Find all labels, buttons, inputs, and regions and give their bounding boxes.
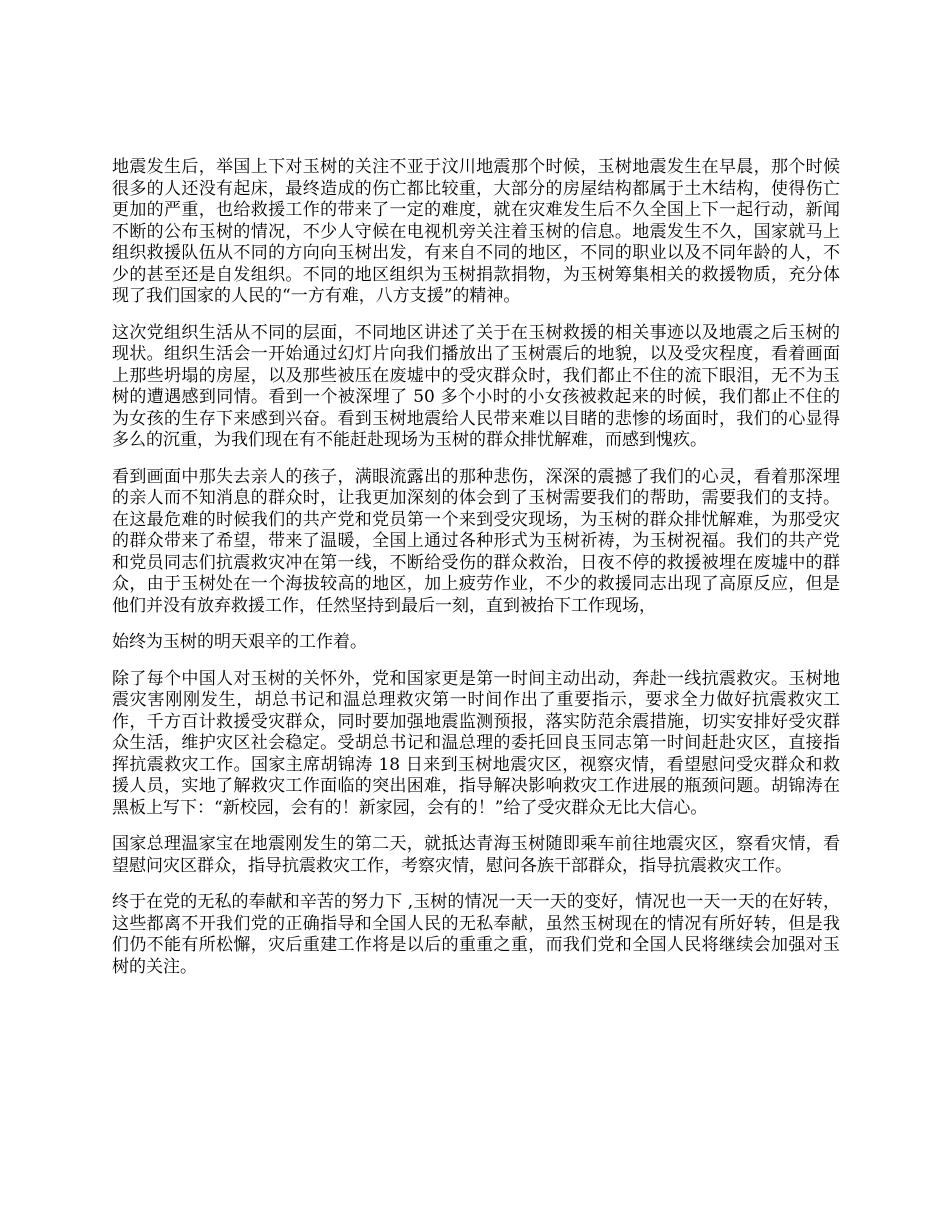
paragraph: 这次党组织生活从不同的层面，不同地区讲述了关于在玉树救援的相关事迹以及地震之后玉树的现状。组织生活会一开始通过幻灯片向我们播放出了玉树震后的地貌，以及受灾程度，看着画面上那些坍塌的房屋，以及那些被压在废墟中的受灾群众时，我们都止不住的流下眼泪，无不为玉树的遭遇感到同情。看到一个被深埋了 50 多个小时的小女孩被救起来的时候，我们都止不住的为女孩的生存下来感到兴奋。看到玉树地震给人民带来难以目睹的悲惨的场面时，我们的心显得多么的沉重，为我们现在有不能赶赴现场为玉树的群众排忧解难，而感到愧疚。 bbox=[112, 322, 840, 450]
paragraph: 国家总理温家宝在地震刚发生的第二天，就抵达青海玉树随即乘车前往地震灾区，察看灾情，看望慰问灾区群众，指导抗震救灾工作，考察灾情，慰问各族干部群众，指导抗震救灾工作。 bbox=[112, 834, 840, 876]
document-body bbox=[112, 157, 840, 993]
paragraph: 除了每个中国人对玉树的关怀外，党和国家更是第一时间主动出动，奔赴一线抗震救灾。玉树地震灾害刚刚发生，胡总书记和温总理救灾第一时间作出了重要指示，要求全力做好抗震救灾工作，千方百计救援受灾群众，同时要加强地震监测预报，落实防范余震措施，切实安排好受灾群众生活，维护灾区社会稳定。受胡总书记和温总理的委托回良玉同志第一时间赶赴灾区，直接指挥抗震救灾工作。国家主席胡锦涛 18 日来到玉树地震灾区，视察灾情，看望慰问受灾群众和救援人员，实地了解救灾工作面临的突出困难，指导解决影响救灾工作进展的瓶颈问题。胡锦涛在黑板上写下：“新校园，会有的！新家园，会有的！”给了受灾群众无比大信心。 bbox=[112, 668, 840, 818]
paragraph: 看到画面中那失去亲人的孩子，满眼流露出的那种悲伤，深深的震撼了我们的心灵，看着那深埋的亲人而不知消息的群众时，让我更加深刻的体会到了玉树需要我们的帮助，需要我们的支持。在这最危难的时候我们的共产党和党员第一个来到受灾现场，为玉树的群众排忧解难，为那受灾的群众带来了希望，带来了温暖，全国上通过各种形式为玉树祈祷，为玉树祝福。我们的共产党和党员同志们抗震救灾冲在第一线，不断给受伤的群众救治，日夜不停的救援被埋在废墟中的群众，由于玉树处在一个海拔较高的地区，加上疲劳作业，不少的救援同志出现了高原反应，但是他们并没有放弃救援工作，任然坚持到最后一刻，直到被抬下工作现场， bbox=[112, 466, 840, 616]
paragraph: 终于在党的无私的奉献和辛苦的努力下 ,玉树的情况一天一天的变好，情况也一天一天的在好转，这些都离不开我们党的正确指导和全国人民的无私奉献，虽然玉树现在的情况有所好转，但是我们仍不能有所松懈，灾后重建工作将是以后的重重之重，而我们党和全国人民将继续会加强对玉树的关注。 bbox=[112, 892, 840, 977]
paragraph: 始终为玉树的明天艰辛的工作着。 bbox=[112, 632, 367, 652]
paragraph: 地震发生后，举国上下对玉树的关注不亚于汶川地震那个时候，玉树地震发生在早晨，那个时候很多的人还没有起床，最终造成的伤亡都比较重，大部分的房屋结构都属于土木结构，使得伤亡更加的严重，也给救援工作的带来了一定的难度，就在灾难发生后不久全国上下一起行动，新闻不断的公布玉树的情况，不少人守候在电视机旁关注着玉树的信息。地震发生不久，国家就马上组织救援队伍从不同的方向向玉树出发，有来自不同的地区，不同的职业以及不同年龄的人，不少的甚至还是自发组织。不同的地区组织为玉树捐款捐物，为玉树筹集相关的救援物质，充分体现了我们国家的人民的“一方有难，八方支援”的精神。 bbox=[112, 157, 840, 306]
